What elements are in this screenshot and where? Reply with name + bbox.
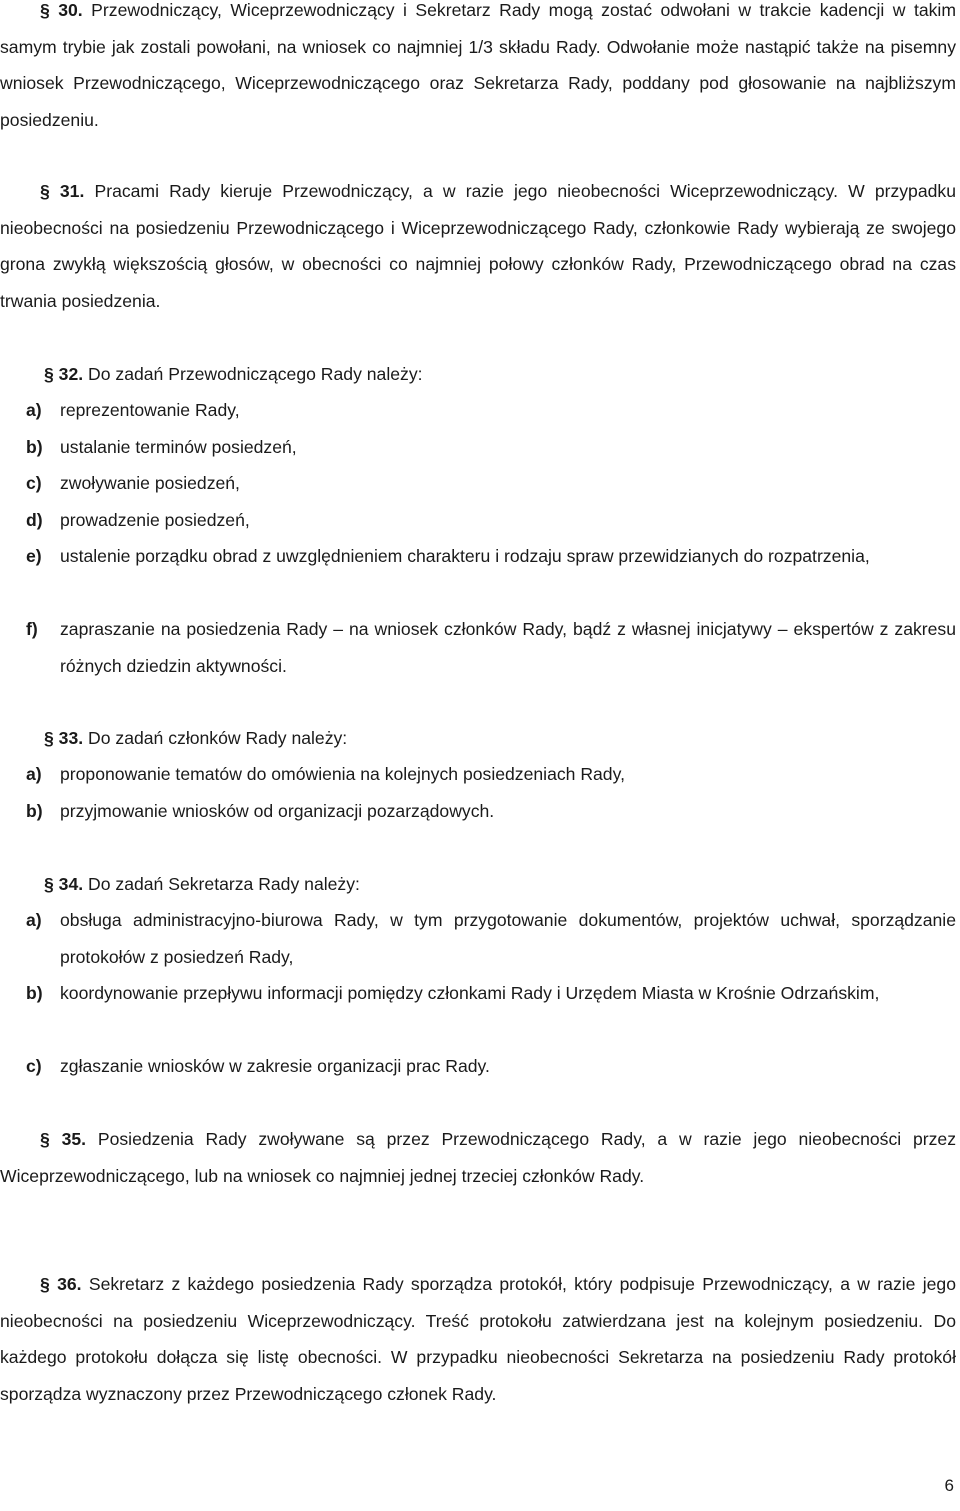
list-label: b) bbox=[26, 801, 43, 821]
paragraph-intro: Do zadań Sekretarza Rady należy: bbox=[88, 874, 360, 894]
list-item bbox=[0, 465, 956, 502]
list-text: zwoływanie posiedzeń, bbox=[60, 473, 240, 493]
list-item bbox=[0, 902, 956, 975]
list-label: f) bbox=[26, 619, 38, 639]
section-number: § 34. bbox=[44, 874, 84, 894]
list-label: b) bbox=[26, 983, 43, 1003]
list-label: d) bbox=[26, 510, 43, 530]
list-label: c) bbox=[26, 473, 42, 493]
list-text: obsługa administracyjno-biurowa Rady, w tym przygotowanie dokumentów, projektów uchwał, sporządzanie protokołów z posiedzeń Rady, bbox=[60, 910, 956, 967]
list-label: a) bbox=[26, 764, 42, 784]
list-item bbox=[0, 429, 956, 466]
list-item bbox=[0, 502, 956, 539]
list-text: zapraszanie na posiedzenia Rady – na wniosek członków Rady, bądź z własnej inicjatywy – ekspertów z zakresu różnych dziedzin aktywności. bbox=[60, 619, 956, 676]
list-label: a) bbox=[26, 910, 42, 930]
list-text: proponowanie tematów do omówienia na kolejnych posiedzeniach Rady, bbox=[60, 764, 625, 784]
list-item bbox=[0, 392, 956, 429]
paragraph-text: Sekretarz z każdego posiedzenia Rady sporządza protokół, który podpisuje Przewodniczący, a w razie jego nieobecności na posiedzeniu Wiceprzewodniczący. Treść protokołu zatwierdzana jest na kolejnym posiedzeniu. Do każdego protokołu dołącza się listę obecności. W przypadku nieobecności Sekretarza na posiedzeniu Rady protokół sporządza wyznaczony przez Przewodniczącego członek Rady. bbox=[0, 1274, 956, 1404]
paragraph-intro: Do zadań Przewodniczącego Rady należy: bbox=[88, 364, 423, 384]
paragraph-text: Przewodniczący, Wiceprzewodniczący i Sekretarz Rady mogą zostać odwołani w trakcie kadencji w takim samym trybie jak zostali powołani, na wniosek co najmniej 1/3 składu Rady. Odwołanie może nastąpić także na pisemny wniosek Przewodniczącego, Wiceprzewodniczącego oraz Sekretarza Rady, poddany pod głosowanie na najbliższym posiedzeniu. bbox=[0, 0, 956, 130]
paragraph-text: Posiedzenia Rady zwoływane są przez Przewodniczącego Rady, a w razie jego nieobecności przez Wiceprzewodniczącego, lub na wniosek co najmniej jednej trzeciej członków Rady. bbox=[0, 1129, 956, 1186]
paragraph-31 bbox=[0, 173, 956, 319]
list-item bbox=[0, 793, 956, 830]
list-label: c) bbox=[26, 1056, 42, 1076]
list-text: zgłaszanie wniosków w zakresie organizacji prac Rady. bbox=[60, 1056, 490, 1076]
section-number: § 31. bbox=[40, 181, 85, 201]
list-item bbox=[0, 611, 956, 684]
section-number: § 35. bbox=[40, 1129, 87, 1149]
paragraph-32-heading bbox=[44, 356, 423, 393]
paragraph-34-heading bbox=[44, 866, 360, 903]
paragraph-36 bbox=[0, 1266, 956, 1412]
paragraph-33-heading bbox=[44, 720, 347, 757]
list-text: koordynowanie przepływu informacji pomiędzy członkami Rady i Urzędem Miasta w Krośnie Odrzańskim, bbox=[60, 983, 880, 1003]
list-item bbox=[0, 756, 956, 793]
paragraph-30 bbox=[0, 0, 956, 138]
list-text: ustalenie porządku obrad z uwzględnieniem charakteru i rodzaju spraw przewidzianych do rozpatrzenia, bbox=[60, 546, 870, 566]
section-number: § 30. bbox=[40, 0, 83, 20]
section-number: § 33. bbox=[44, 728, 84, 748]
list-text: reprezentowanie Rady, bbox=[60, 400, 240, 420]
section-number: § 32. bbox=[44, 364, 84, 384]
list-item bbox=[0, 975, 956, 1012]
paragraph-35 bbox=[0, 1121, 956, 1194]
list-label: e) bbox=[26, 546, 42, 566]
paragraph-text: Pracami Rady kieruje Przewodniczący, a w razie jego nieobecności Wiceprzewodniczący. W przypadku nieobecności na posiedzeniu Przewodniczącego i Wiceprzewodniczącego Rady, członkowie Rady wybierają ze swojego grona zwykłą większością głosów, w obecności co najmniej połowy członków Rady, Przewodniczącego obrad na czas trwania posiedzenia. bbox=[0, 181, 956, 311]
list-text: prowadzenie posiedzeń, bbox=[60, 510, 250, 530]
page-number: 6 bbox=[944, 1476, 954, 1495]
list-item bbox=[0, 1048, 956, 1085]
list-text: przyjmowanie wniosków od organizacji pozarządowych. bbox=[60, 801, 495, 821]
paragraph-intro: Do zadań członków Rady należy: bbox=[88, 728, 348, 748]
list-label: b) bbox=[26, 437, 43, 457]
list-text: ustalanie terminów posiedzeń, bbox=[60, 437, 297, 457]
section-number: § 36. bbox=[40, 1274, 82, 1294]
list-label: a) bbox=[26, 400, 42, 420]
list-item bbox=[0, 538, 956, 575]
